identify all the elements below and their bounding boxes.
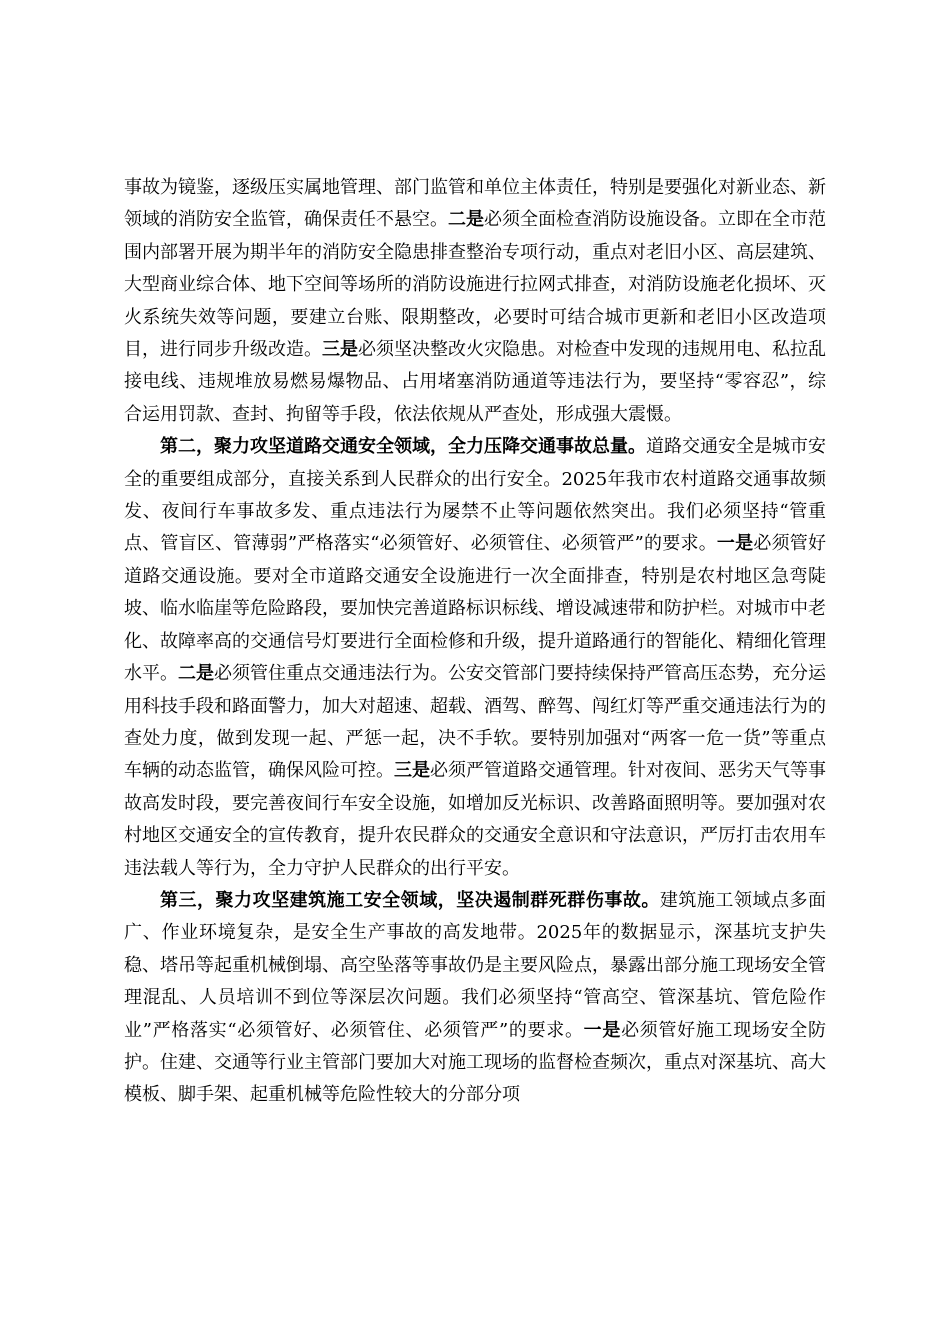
paragraph-fire-safety bbox=[124, 172, 826, 431]
text-run: 必须全面检查消防设施设备。立即在全市范围内部署开展为期半年的消防安全隐患排查整治专项行动，重点对老旧小区、高层建筑、大型商业综合体、地下空间等场所的消防设施进行拉网式排查，对消防设施老化损坏、灭火系统失效等问题，要建立台账、限期整改，必要时可结合城市更新和老旧小区改造项目，进行同步升级改造。 bbox=[124, 209, 826, 361]
text-run: 必须管好施工现场安全防护。住建、交通等行业主管部门要加大对施工现场的监督检查频次，重点对深基坑、高大模板、脚手架、起重机械等危险性较大的分部分项 bbox=[124, 1019, 827, 1106]
paragraph-road-traffic bbox=[124, 431, 826, 885]
text-run: 必须严管道路交通管理。针对夜间、恶劣天气等事故高发时段，要完善夜间行车安全设施，如增加反光标识、改善路面照明等。要加强对农村地区交通安全的宣传教育，提升农民群众的交通安全意识和守法意识，严厉打击农用车违法载人等行为，全力守护人民群众的出行平安。 bbox=[124, 760, 826, 879]
bold-run: 三是 bbox=[394, 760, 430, 782]
bold-run: 一是 bbox=[583, 1019, 622, 1041]
bold-run: 二是 bbox=[448, 209, 484, 231]
document-body bbox=[124, 172, 826, 1112]
text-run: 事故为镜鉴，逐级压实属地管理、部门监管和单位主体责任，特别是要强化对新业态、新领域的消防安全监管，确保责任不悬空。 bbox=[124, 177, 826, 231]
text-run: 必须管住重点交通违法行为。公安交管部门要持续保持严管高压态势，充分运用科技手段和路面警力，加大对超速、超载、酒驾、醉驾、闯红灯等严重交通违法行为的查处力度，做到发现一起、严惩一起，决不手软。要特别加强对“两客一危一货”等重点车辆的动态监管，确保风险可控。 bbox=[124, 663, 826, 782]
text-run: 道路交通安全是城市安全的重要组成部分，直接关系到人民群众的出行安全。2025年我市农村道路交通事故频发、夜间行车事故多发、重点违法行为屡禁不止等问题依然突出。我们必须坚持“管重点、管盲区、管薄弱”严格落实“必须管好、必须管住、必须管严”的要求。 bbox=[124, 436, 826, 555]
text-run: 必须坚决整改火灾隐患。对检查中发现的违规用电、私拉乱接电线、违规堆放易燃易爆物品、占用堵塞消防通道等违法行为，要坚持“零容忍”，综合运用罚款、查封、拘留等手段，依法依规从严查处，形成强大震慑。 bbox=[124, 339, 826, 425]
bold-run: 二是 bbox=[178, 663, 214, 685]
section-heading-run: 第三，聚力攻坚建筑施工安全领域，坚决遏制群死群伤事故。 bbox=[160, 889, 660, 911]
section-heading-run: 第二，聚力攻坚道路交通安全领域，全力压降交通事故总量。 bbox=[160, 436, 646, 458]
text-run: 建筑施工领域点多面广、作业环境复杂，是安全生产事故的高发地带。2025年的数据显示，深基坑支护失稳、塔吊等起重机械倒塌、高空坠落等事故仍是主要风险点，暴露出部分施工现场安全管理混乱、人员培训不到位等深层次问题。我们必须坚持“管高空、管深基坑、管危险作业”严格落实“必须管好、必须管住、必须管严”的要求。 bbox=[124, 889, 827, 1041]
bold-run: 三是 bbox=[322, 339, 358, 361]
paragraph-construction bbox=[124, 885, 826, 1112]
bold-run: 一是 bbox=[716, 533, 754, 555]
text-run: 必须管好道路交通设施。要对全市道路交通安全设施进行一次全面排查，特别是农村地区急弯陡坡、临水临崖等危险路段，要加快完善道路标识标线、增设减速带和防护栏。对城市中老化、故障率高的交通信号灯要进行全面检修和升级，提升道路通行的智能化、精细化管理水平。 bbox=[124, 533, 827, 685]
